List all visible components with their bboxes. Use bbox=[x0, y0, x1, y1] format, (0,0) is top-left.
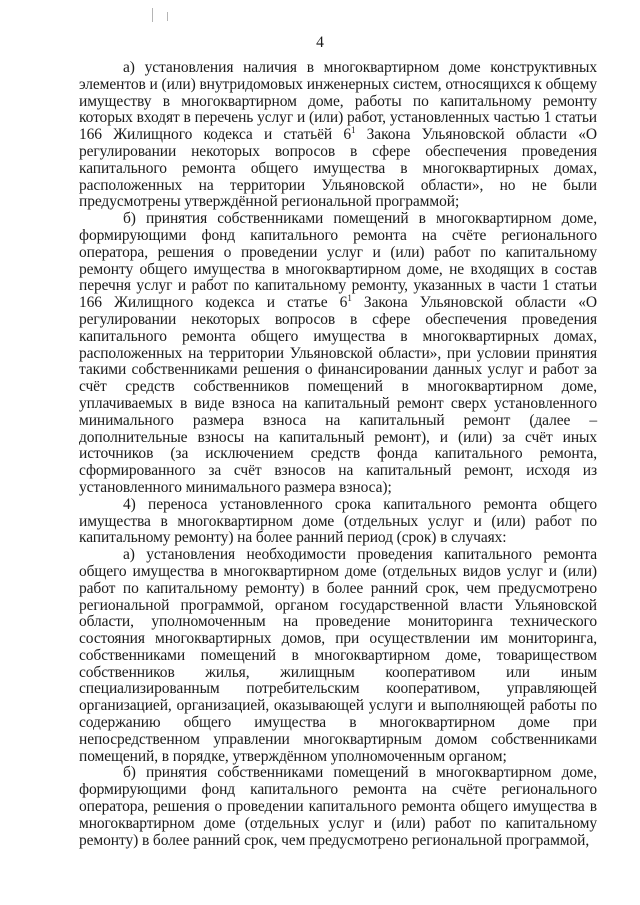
paragraph bbox=[79, 765, 597, 849]
page-number: 4 bbox=[316, 34, 324, 51]
paragraph-text: 4) переноса установленного срока капитального ремонта общего имущества в многоквартирном доме (отдельных услуг и (или) работ по капитальному ремонту) на более ранний период (срок) в случаях: bbox=[79, 495, 597, 547]
document-body bbox=[79, 60, 597, 849]
paragraph-text: Закона Ульяновской области «О регулировании некоторых вопросов в сфере обеспечения проведения капитального ремонта общего имущества в многоквартирных домах, расположенных на территории Ульяновской области», но не были предусмотрены утверждённой региональной программой; bbox=[79, 126, 597, 211]
paragraph bbox=[79, 547, 597, 765]
paragraph-text: а) установления наличия в многоквартирном доме конструктивных элементов и (или) внутридомовых инженерных систем, относящихся к общему имуществу в многоквартирном доме, работы по капитальному ремонту которых входят в перечень услуг и (или) работ, установленных частью 1 статьи 166 Жилищного кодекса и статьёй 6 bbox=[79, 59, 597, 144]
paragraph-text: б) принятия собственниками помещений в многоквартирном доме, формирующими фонд капитального ремонта на счёте регионального оператора, решения о проведении капитального ремонта общего имущества в многоквартирном доме (отдельных услуг и (или) работ по капитальному ремонту) в более ранний срок, чем предусмотрено региональной программой, bbox=[79, 764, 597, 849]
scan-artifact bbox=[152, 8, 153, 22]
paragraph bbox=[79, 211, 597, 497]
paragraph bbox=[79, 60, 597, 211]
paragraph-text: а) установления необходимости проведения капитального ремонта общего имущества в многоквартирном доме (отдельных видов услуг и (или) работ по капитальному ремонту) в более ранний срок, чем предусмотрено региональной программой, органом государственной власти Ульяновской области, уполномоченным на проведение мониторинга технического состояния многоквартирных домов, при осуществлении им мониторинга, собственниками помещений в многоквартирном доме, товариществом собственников жилья, жилищным кооперативом или иным специализированным потребительским кооперативом, управляющей организацией, организацией, оказывающей услуги и выполняющей работы по содержанию общего имущества в многоквартирном доме при непосредственном управлении многоквартирным домом собственниками помещений, в порядке, утверждённом уполномоченным органом; bbox=[79, 546, 597, 765]
superscript: 1 bbox=[350, 125, 356, 136]
paragraph-text: Закона Ульяновской области «О регулировании некоторых вопросов в сфере обеспечения проведения капитального ремонта общего имущества в многоквартирных домах, расположенных на территории Ульяновской области», при условии принятия такими собственниками решения о финансировании данных услуг и работ за счёт средств собственников помещений в многоквартирном доме, уплачиваемых в виде взноса на капитальный ремонт сверх установленного минимального размера взноса на капитальный ремонт (далее – дополнительные взносы на капитальный ремонт), и (или) за счёт иных источников (за исключением средств фонда капитального ремонта, сформированного за счёт взносов на капитальный ремонт, исходя из установленного минимального размера взноса); bbox=[79, 294, 597, 496]
superscript: 1 bbox=[347, 293, 352, 303]
paragraph-text: б) принятия собственниками помещений в многоквартирном доме, формирующими фонд капитального ремонта на счёте регионального оператора, решения о проведении услуг и (или) работ по капитальному ремонту общего имущества в многоквартирном доме, не входящих в состав перечня услуг и работ по капитальному ремонту, указанных в части 1 статьи 166 Жилищного кодекса и статье 6 bbox=[79, 210, 597, 312]
scan-artifact bbox=[167, 12, 168, 21]
paragraph bbox=[79, 497, 597, 547]
